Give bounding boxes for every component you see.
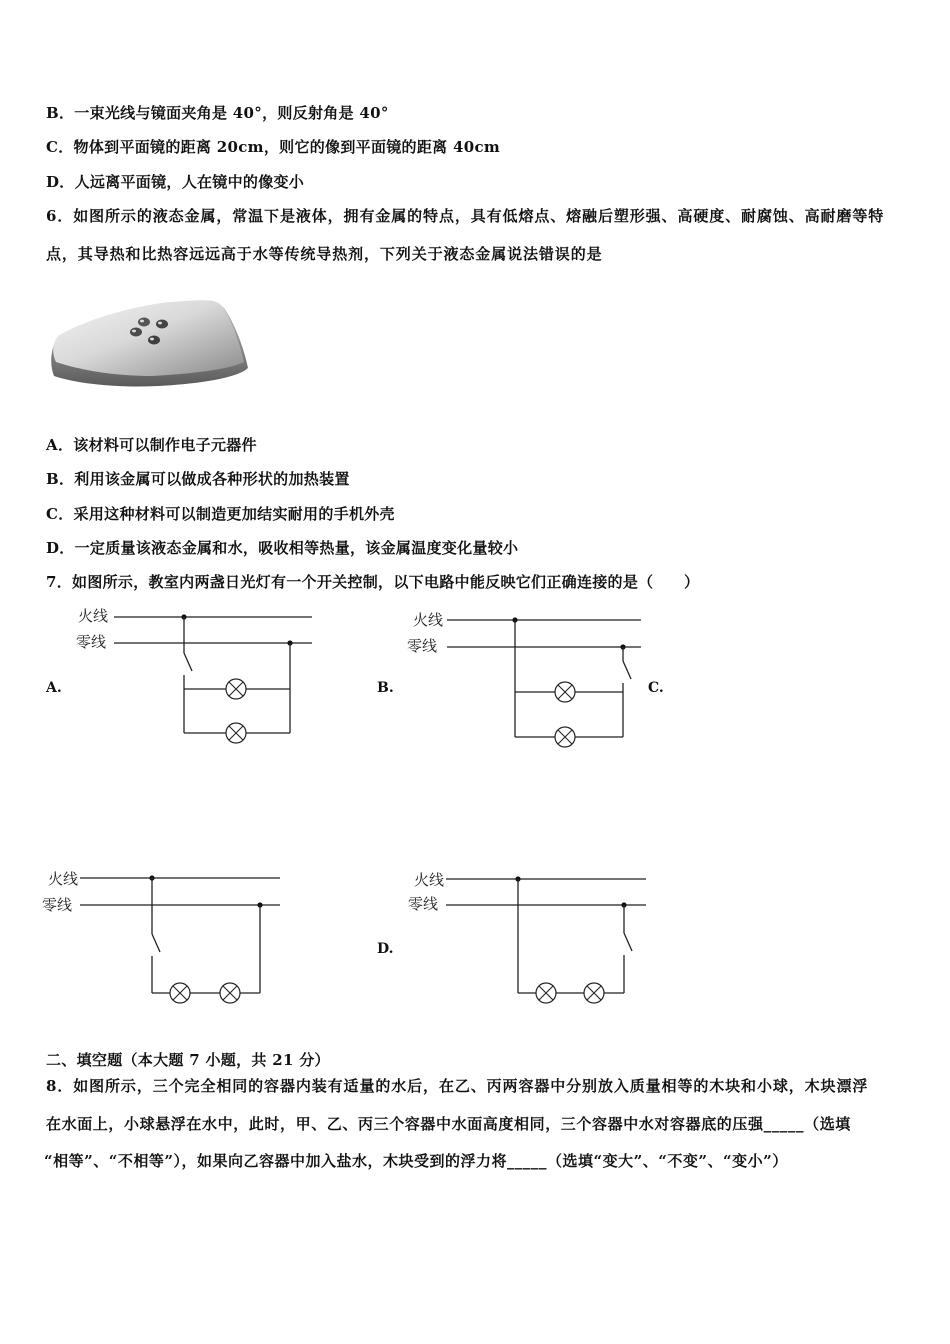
liquid-metal-image — [48, 296, 258, 396]
q7-stem: 7．如图所示，教室内两盏日光灯有一个开关控制，以下电路中能反映它们正确连接的是（ ） — [46, 573, 700, 591]
lamp-icon — [584, 983, 604, 1003]
lamp-icon — [170, 983, 190, 1003]
q7-label-a: A. — [46, 680, 62, 696]
circuit-d — [406, 867, 656, 1007]
live-wire-label: 火线 — [48, 870, 79, 888]
q8-stem-line1: 8．如图所示，三个完全相同的容器内装有适量的水后，在乙、丙两容器中分别放入质量相等的木块和小球，木块漂浮 — [46, 1077, 869, 1095]
live-wire-label: 火线 — [413, 611, 444, 629]
q5-option-d: D．人远离平面镜，人在镜中的像变小 — [46, 173, 305, 191]
q6-option-a: A．该材料可以制作电子元器件 — [46, 436, 257, 454]
lamp-icon — [226, 723, 246, 743]
q5-option-c: C．物体到平面镜的距离 20cm，则它的像到平面镜的距离 40cm — [46, 138, 501, 156]
circuit-b — [405, 607, 655, 747]
q6-stem-line2: 点，其导热和比热容远远高于水等传统导热剂，下列关于液态金属说法错误的是 — [46, 245, 603, 263]
q6-option-c: C．采用这种材料可以制造更加结实耐用的手机外壳 — [46, 505, 395, 523]
live-wire-label: 火线 — [414, 871, 445, 889]
q7-label-c: C. — [648, 680, 664, 696]
neutral-wire-label: 零线 — [42, 896, 73, 914]
lamp-icon — [555, 727, 575, 747]
q6-option-b: B．利用该金属可以做成各种形状的加热装置 — [46, 470, 350, 488]
lamp-icon — [226, 679, 246, 699]
neutral-wire-label: 零线 — [408, 895, 439, 913]
q5-option-b: B．一束光线与镜面夹角是 40°，则反射角是 40° — [46, 104, 389, 122]
circuit-a — [70, 605, 320, 745]
lamp-icon — [555, 682, 575, 702]
q8-stem-line2: 在水面上，小球悬浮在水中，此时，甲、乙、丙三个容器中水面高度相同，三个容器中水对容器底的压强_____（选填 — [46, 1115, 851, 1133]
live-wire-label: 火线 — [78, 607, 109, 625]
neutral-wire-label: 零线 — [407, 637, 438, 655]
q6-stem-line1: 6．如图所示的液态金属，常温下是液体，拥有金属的特点，具有低熔点、熔融后塑形强、高硬度、耐腐蚀、高耐磨等特 — [46, 207, 885, 225]
q7-label-b: B. — [377, 680, 394, 696]
q7-label-d: D. — [377, 941, 394, 957]
circuit-c — [40, 866, 290, 1006]
lamp-icon — [536, 983, 556, 1003]
neutral-wire-label: 零线 — [76, 633, 107, 651]
section-heading: 二、填空题（本大题 7 小题，共 21 分） — [46, 1051, 330, 1069]
q8-stem-line3: “相等”、“不相等”），如果向乙容器中加入盐水，木块受到的浮力将_____（选填“变大”、“不变”、“变小”） — [44, 1152, 788, 1170]
q6-option-d: D．一定质量该液态金属和水，吸收相等热量，该金属温度变化量较小 — [46, 539, 519, 557]
lamp-icon — [220, 983, 240, 1003]
